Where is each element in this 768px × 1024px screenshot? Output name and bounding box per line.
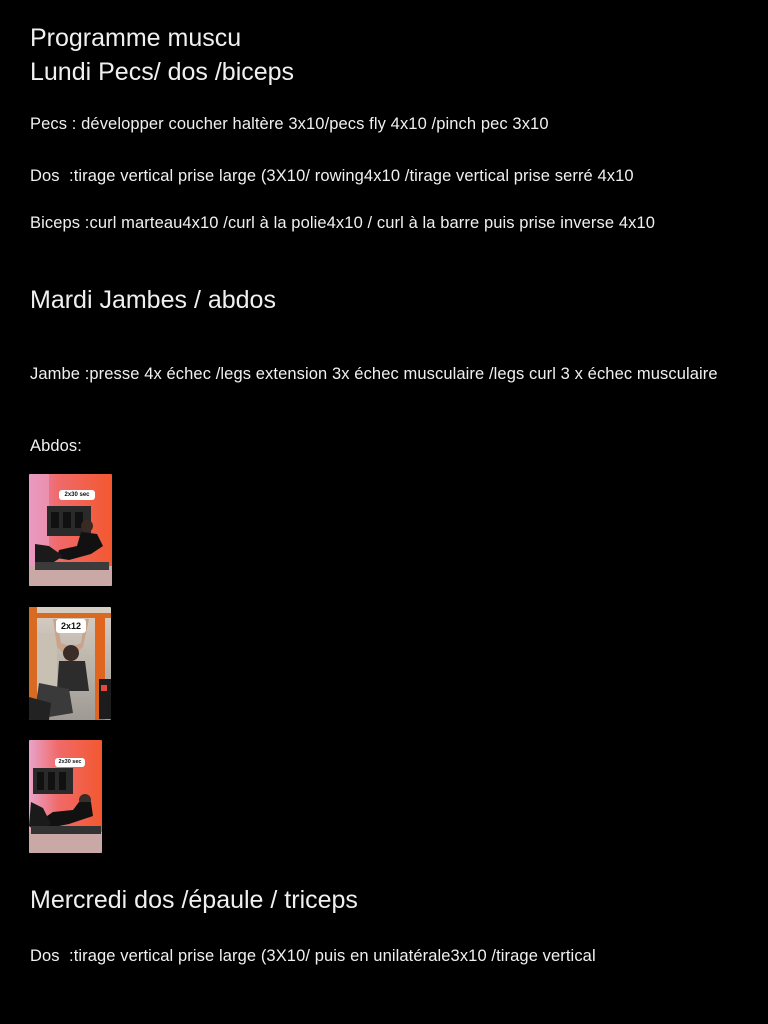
abdos-label: Abdos: bbox=[30, 437, 82, 455]
monday-dos-line: Dos :tirage vertical prise large (3X10/ rowing4x10 /tirage vertical prise serré 4x10 bbox=[30, 167, 634, 185]
exercise-thumbnail-1[interactable] bbox=[29, 474, 112, 586]
exercise-video-thumbnail-icon bbox=[29, 740, 102, 853]
note-title: Programme muscu bbox=[30, 24, 242, 52]
exercise-thumbnail-2[interactable] bbox=[29, 607, 111, 720]
thumbnail-caption-1: 2x30 sec bbox=[59, 490, 95, 500]
wednesday-dos-line: Dos :tirage vertical prise large (3X10/ puis en unilatérale3x10 /tirage vertical bbox=[30, 947, 596, 965]
monday-biceps-line: Biceps :curl marteau4x10 /curl à la polie4x10 / curl à la barre puis prise inverse 4x10 bbox=[30, 214, 656, 232]
tuesday-jambe-line: Jambe :presse 4x échec /legs extension 3x échec musculaire /legs curl 3 x échec musculaire bbox=[30, 365, 718, 383]
tuesday-heading: Mardi Jambes / abdos bbox=[30, 286, 276, 314]
monday-heading: Lundi Pecs/ dos /biceps bbox=[30, 58, 295, 86]
wednesday-heading: Mercredi dos /épaule / triceps bbox=[30, 886, 358, 914]
exercise-thumbnail-3[interactable] bbox=[29, 740, 102, 853]
monday-pecs-line: Pecs : développer coucher haltère 3x10/pecs fly 4x10 /pinch pec 3x10 bbox=[30, 115, 549, 133]
thumbnail-caption-2: 2x12 bbox=[56, 619, 86, 633]
thumbnail-caption-3: 2x30 sec bbox=[55, 758, 85, 767]
